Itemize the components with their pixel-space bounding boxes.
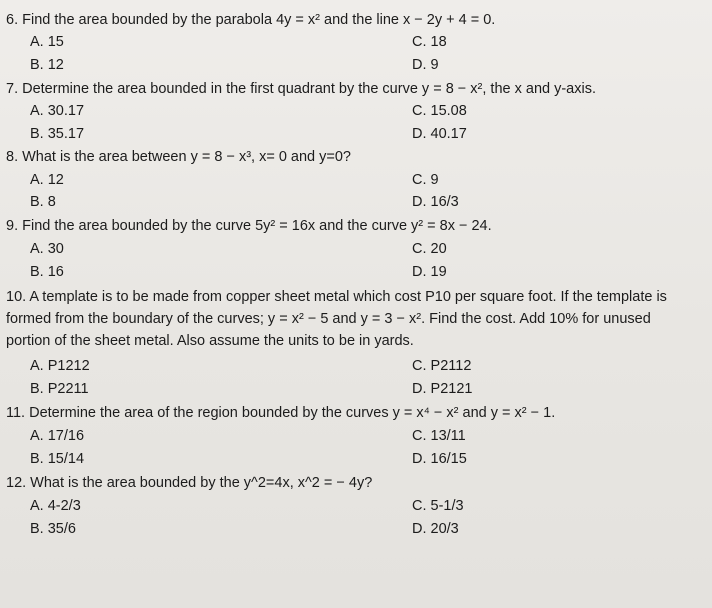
question-10-stem: 10. A template is to be made from copper sheet metal which cost P10 per square foot. If the template is formed from the boundary of the curves; y = x² − 5 and y = 3 − x². Find the cost. Add 10% for unused portion of the sheet metal. Also assume the units to be in yards.	[6, 289, 667, 349]
question-7-option-b: B. 35.17	[30, 126, 85, 142]
question-6-option-d: D. 9	[412, 57, 439, 73]
question-11-option-c: C. 13/11	[412, 428, 466, 444]
question-6-option-b: B. 12	[30, 57, 64, 73]
question-10-option-c: C. P2112	[412, 358, 472, 374]
question-11-option-b: B. 15/14	[30, 451, 85, 467]
question-8-option-c: C. 9	[412, 172, 439, 188]
question-8-stem: 8. What is the area between y = 8 − x³, x= 0 and y=0?	[6, 149, 351, 165]
question-7-option-c: C. 15.08	[412, 103, 467, 119]
question-8-option-a: A. 12	[30, 172, 64, 188]
question-7-option-a: A. 30.17	[30, 103, 85, 119]
question-8-option-d: D. 16/3	[412, 194, 459, 210]
question-12-option-b: B. 35/6	[30, 521, 76, 537]
question-12-option-a: A. 4-2/3	[30, 498, 81, 514]
question-12-option-d: D. 20/3	[412, 521, 459, 537]
question-7-stem: 7. Determine the area bounded in the first quadrant by the curve y = 8 − x², the x and y-axis.	[6, 81, 596, 97]
question-7-option-d: D. 40.17	[412, 126, 467, 142]
question-6-option-c: C. 18	[412, 34, 447, 50]
question-12-option-c: C. 5-1/3	[412, 498, 464, 514]
question-10-option-a: A. P1212	[30, 358, 90, 374]
question-9-option-a: A. 30	[30, 241, 64, 257]
question-9-option-b: B. 16	[30, 264, 64, 280]
question-8-option-b: B. 8	[30, 194, 56, 210]
question-12-stem: 12. What is the area bounded by the y^2=4x, x^2 = − 4y?	[6, 475, 373, 491]
question-9-stem: 9. Find the area bounded by the curve 5y² = 16x and the curve y² = 8x − 24.	[6, 218, 492, 234]
question-10-option-b: B. P2211	[30, 381, 89, 397]
question-11-option-d: D. 16/15	[412, 451, 467, 467]
question-11-stem: 11. Determine the area of the region bounded by the curves y = x⁴ − x² and y = x² − 1.	[6, 405, 556, 421]
question-10-option-d: D. P2121	[412, 381, 473, 397]
question-9-option-d: D. 19	[412, 264, 447, 280]
question-6-option-a: A. 15	[30, 34, 64, 50]
question-6-stem: 6. Find the area bounded by the parabola 4y = x² and the line x − 2y + 4 = 0.	[6, 12, 496, 28]
question-11-option-a: A. 17/16	[30, 428, 85, 444]
question-9-option-c: C. 20	[412, 241, 447, 257]
